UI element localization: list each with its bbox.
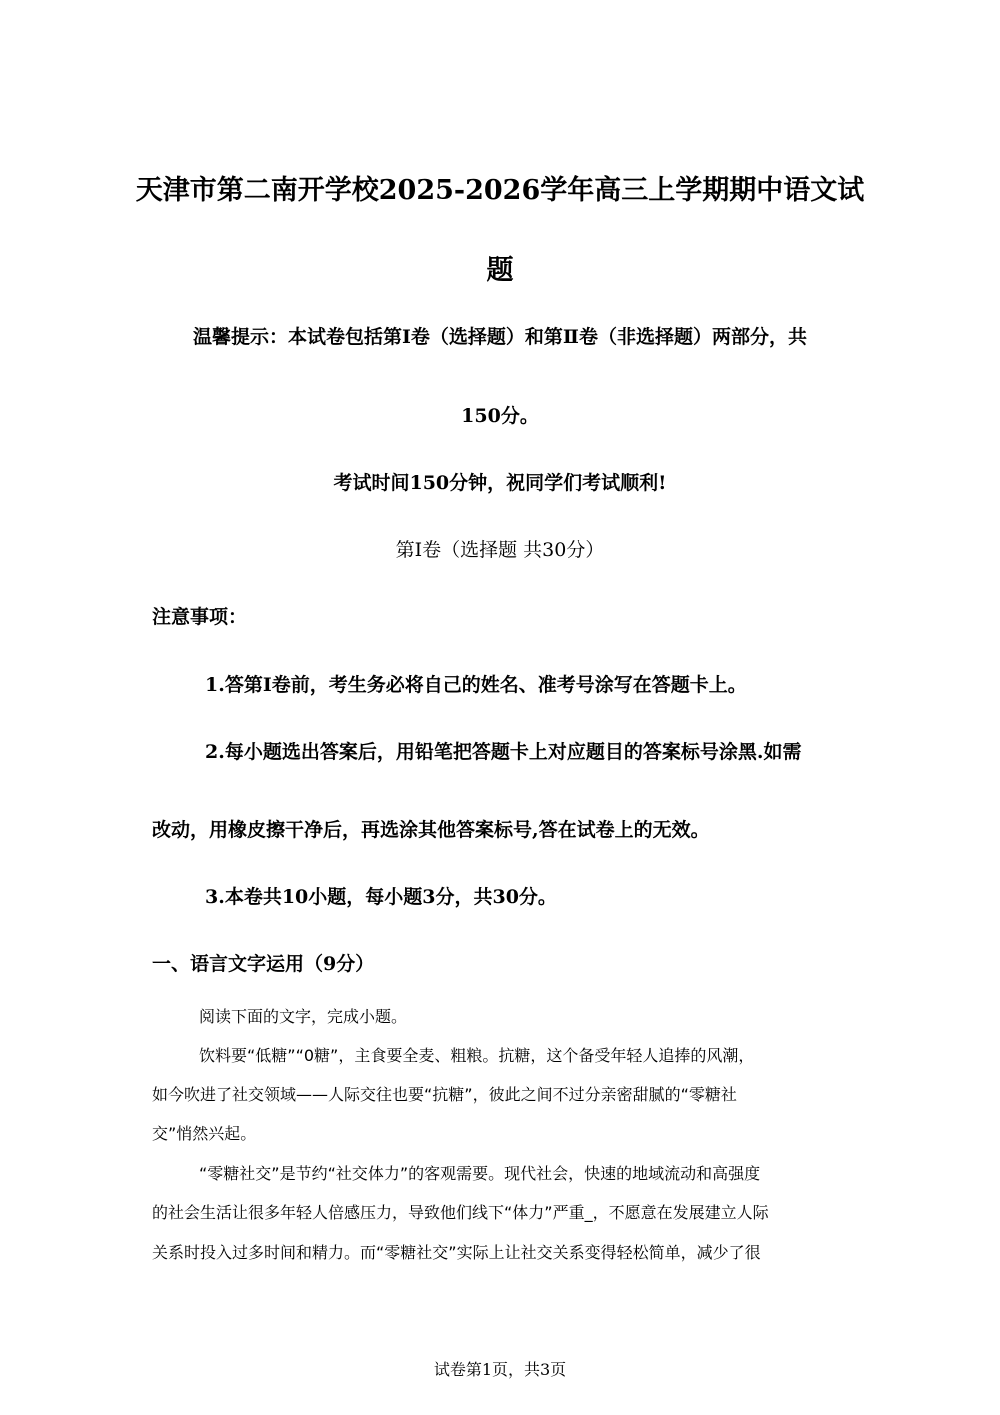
volume-heading: 第Ⅰ卷（选择题 共30分） xyxy=(395,539,605,561)
exam-title-line2: 题 xyxy=(486,255,514,286)
note-item-1: 1.答第Ⅰ卷前，考生务必将自己的姓名、准考号涂写在答题卡上。 xyxy=(205,674,747,696)
notes-heading: 注意事项： xyxy=(152,606,248,628)
paragraph-2-line: 关系时投入过多时间和精力。而“零糖社交”实际上让社交关系变得轻松简单，减少了很 xyxy=(152,1243,761,1262)
tips-line2: 150分。 xyxy=(461,405,539,427)
reading-instruction: 阅读下面的文字，完成小题。 xyxy=(199,1007,408,1026)
paragraph-1-line: 饮料要“低糖”“0糖”，主食要全麦、粗粮。抗糖，这个备受年轻人追捧的风潮， xyxy=(199,1046,755,1065)
tips-line3: 考试时间150分钟，祝同学们考试顺利! xyxy=(333,472,667,494)
note-item-2-line2: 改动，用橡皮擦干净后，再选涂其他答案标号,答在试卷上的无效。 xyxy=(152,819,710,841)
part1-heading: 一、语言文字运用（9分） xyxy=(152,953,375,975)
note-item-3: 3.本卷共10小题，每小题3分，共30分。 xyxy=(205,886,557,908)
note-item-2-line1: 2.每小题选出答案后，用铅笔把答题卡上对应题目的答案标号涂黑.如需 xyxy=(205,741,802,763)
page-footer: 试卷第1页，共3页 xyxy=(433,1360,567,1379)
exam-title-line1: 天津市第二南开学校2025-2026学年高三上学期期中语文试 xyxy=(135,175,865,206)
paragraph-1-line: 如今吹进了社交领域——人际交往也要“抗糖”，彼此之间不过分亲密甜腻的“零糖社 xyxy=(152,1085,737,1104)
paragraph-2-line: “零糖社交”是节约“社交体力”的客观需要。现代社会，快速的地域流动和高强度 xyxy=(199,1164,761,1183)
paragraph-2-line: 的社会生活让很多年轻人倍感压力，导致他们线下“体力”严重_，不愿意在发展建立人际 xyxy=(152,1203,769,1222)
tips-line1: 温馨提示：本试卷包括第Ⅰ卷（选择题）和第Ⅱ卷（非选择题）两部分，共 xyxy=(193,326,807,348)
paragraph-1-line: 交”悄然兴起。 xyxy=(152,1124,257,1143)
